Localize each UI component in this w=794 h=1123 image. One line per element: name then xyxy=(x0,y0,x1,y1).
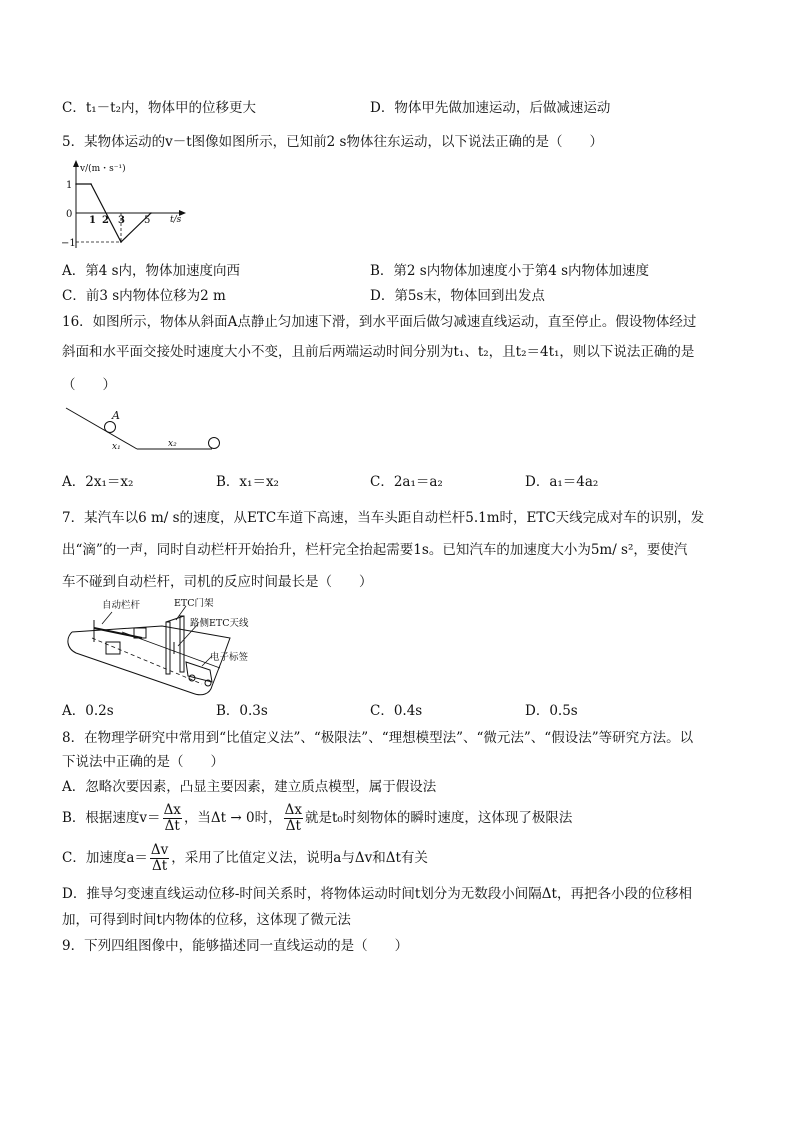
q8-option-b xyxy=(62,800,572,836)
q7-booth xyxy=(106,642,120,654)
q6-ball-end xyxy=(209,438,220,449)
q5-option-d: D．第5s末，物体回到出发点 xyxy=(370,288,545,304)
q8-fraction-dx-dt xyxy=(163,803,182,834)
q8-fraction-dx-dt-2 xyxy=(284,803,303,834)
q5-option-a: A．第4 s内，物体加速度向西 xyxy=(62,263,241,279)
q5-option-b: B．第2 s内物体加速度小于第4 s内物体加速度 xyxy=(370,263,650,279)
q7-gantry-top xyxy=(166,616,184,622)
q8-option-c-text-1: C．加速度a＝ xyxy=(62,850,148,866)
q5-option-c: C．前3 s内物体位移为2 m xyxy=(62,288,226,304)
q5-data-point-2 xyxy=(120,241,122,243)
q7-barrier-arm xyxy=(94,628,142,638)
q6-incline xyxy=(66,408,137,449)
q7-etc-figure xyxy=(62,598,282,700)
q5-y-tick-1: 1 xyxy=(66,180,73,191)
q5-x-tick-1: 1 xyxy=(89,215,96,226)
q5-vt-graph xyxy=(60,158,190,254)
q8-fraction-dv-dt xyxy=(150,843,169,874)
q6-option-d: D．a₁＝4a₂ xyxy=(525,474,599,490)
q8-option-c-text-2: ，采用了比值定义法，说明a与Δv和Δt有关 xyxy=(171,850,428,866)
q4-option-c: C．t₁－t₂内，物体甲的位移更大 xyxy=(62,100,257,116)
q6-label-x1: x₁ xyxy=(112,442,121,452)
q6-stem-line-1: 16．如图所示，物体从斜面A点静止匀加速下滑，到水平面后做匀减速直线运动，直至停止。假设物体经过 xyxy=(62,314,697,330)
q5-y-tick-neg1: −1 xyxy=(61,238,76,249)
q7-option-c: C．0.4s xyxy=(370,703,423,719)
q7-label-barrier: 自动栏杆 xyxy=(102,600,141,611)
q5-y-tick-0: 0 xyxy=(66,209,73,220)
q8-fraction-denominator: Δt xyxy=(164,818,180,834)
q5-y-label: v/(m・s⁻¹) xyxy=(80,164,126,174)
q7-gantry-right-post xyxy=(180,616,184,672)
q9-stem: 9．下列四组图像中，能够描述同一直线运动的是（ ） xyxy=(62,938,409,954)
q5-data-point-1 xyxy=(90,183,92,185)
q6-ball-start xyxy=(105,422,116,433)
q5-data-point-3 xyxy=(150,212,152,214)
q5-x-tick-5: 5 xyxy=(144,215,151,226)
q6-label-x2: x₂ xyxy=(168,439,177,449)
q8-fraction-denominator-3: Δt xyxy=(151,858,168,874)
q4-option-d: D．物体甲先做加速运动，后做减速运动 xyxy=(370,100,611,116)
q7-label-gantry: ETC门架 xyxy=(174,598,214,609)
q8-option-b-text-1: B．根据速度v＝ xyxy=(62,810,161,826)
q8-option-d-line-2: 加，可得到时间t内物体的位移，这体现了微元法 xyxy=(62,912,351,928)
q7-option-d: D．0.5s xyxy=(525,703,578,719)
q5-y-arrow xyxy=(73,160,79,167)
q8-option-d-line-1: D．推导匀变速直线运动位移-时间关系时，将物体运动时间t划分为无数段小间隔Δt，再把各小段的位移相 xyxy=(62,886,692,902)
q5-x-tick-2: 2 xyxy=(102,215,109,226)
q7-option-b: B．0.3s xyxy=(216,703,268,719)
q7-label-antenna: 路侧ETC天线 xyxy=(190,618,249,629)
q7-stem-line-3: 车不碰到自动栏杆，司机的反应时间最长是（ ） xyxy=(62,574,373,590)
q8-fraction-numerator-3: Δv xyxy=(150,842,169,858)
q8-option-a: A．忽略次要因素，凸显主要因素，建立质点模型，属于假设法 xyxy=(62,779,437,795)
q5-x-tick-3: 3 xyxy=(118,215,125,226)
q6-stem-line-2: 斜面和水平面交接处时速度大小不变，且前后两端运动时间分别为t₁、t₂，且t₂＝4t₁，则以下说法正确的是 xyxy=(62,344,695,360)
q6-incline-figure xyxy=(62,402,232,458)
q5-stem: 5．某物体运动的v－t图像如图所示，已知前2 s物体往东运动，以下说法正确的是（ ） xyxy=(62,134,603,150)
q8-stem-line-1: 8．在物理学研究中常用到“比值定义法”、“极限法”、“理想模型法”、“微元法”、“假设法”等研究方法。以 xyxy=(62,730,694,746)
q7-leader-barrier xyxy=(102,612,112,624)
q6-option-c: C．2a₁＝a₂ xyxy=(370,474,443,490)
q7-label-tag: 电子标签 xyxy=(210,652,249,663)
q7-option-a: A．0.2s xyxy=(62,703,114,719)
q8-option-c xyxy=(62,840,428,876)
q5-x-label: t/s xyxy=(170,215,182,225)
q8-fraction-denominator-2: Δt xyxy=(285,818,301,834)
q8-stem-line-2: 下说法中正确的是（ ） xyxy=(62,754,224,770)
q6-option-a: A．2x₁＝x₂ xyxy=(62,474,134,490)
q8-fraction-numerator-2: Δx xyxy=(284,802,302,818)
q6-label-a: A xyxy=(112,409,120,422)
q7-road-edge xyxy=(68,632,222,695)
q5-data-point-0 xyxy=(75,183,77,185)
q8-option-b-text-2: ，当Δt → 0时， xyxy=(183,810,282,826)
q7-stem-line-1: 7．某汽车以6 m/ s的速度，从ETC车道下高速，当车头距自动栏杆5.1m时，ETC天线完成对车的识别，发 xyxy=(62,510,705,526)
q6-option-b: B．x₁＝x₂ xyxy=(216,474,279,490)
q7-stem-line-2: 出“滴”的一声，同时自动栏杆开始抬升，栏杆完全抬起需要1s。已知汽车的加速度大小为5m/ s²，要使汽 xyxy=(62,542,688,558)
q6-stem-line-3: （ ） xyxy=(62,377,116,393)
q8-option-b-text-3: 就是t₀时刻物体的瞬时速度，这体现了极限法 xyxy=(304,810,573,826)
q8-fraction-numerator: Δx xyxy=(163,802,181,818)
